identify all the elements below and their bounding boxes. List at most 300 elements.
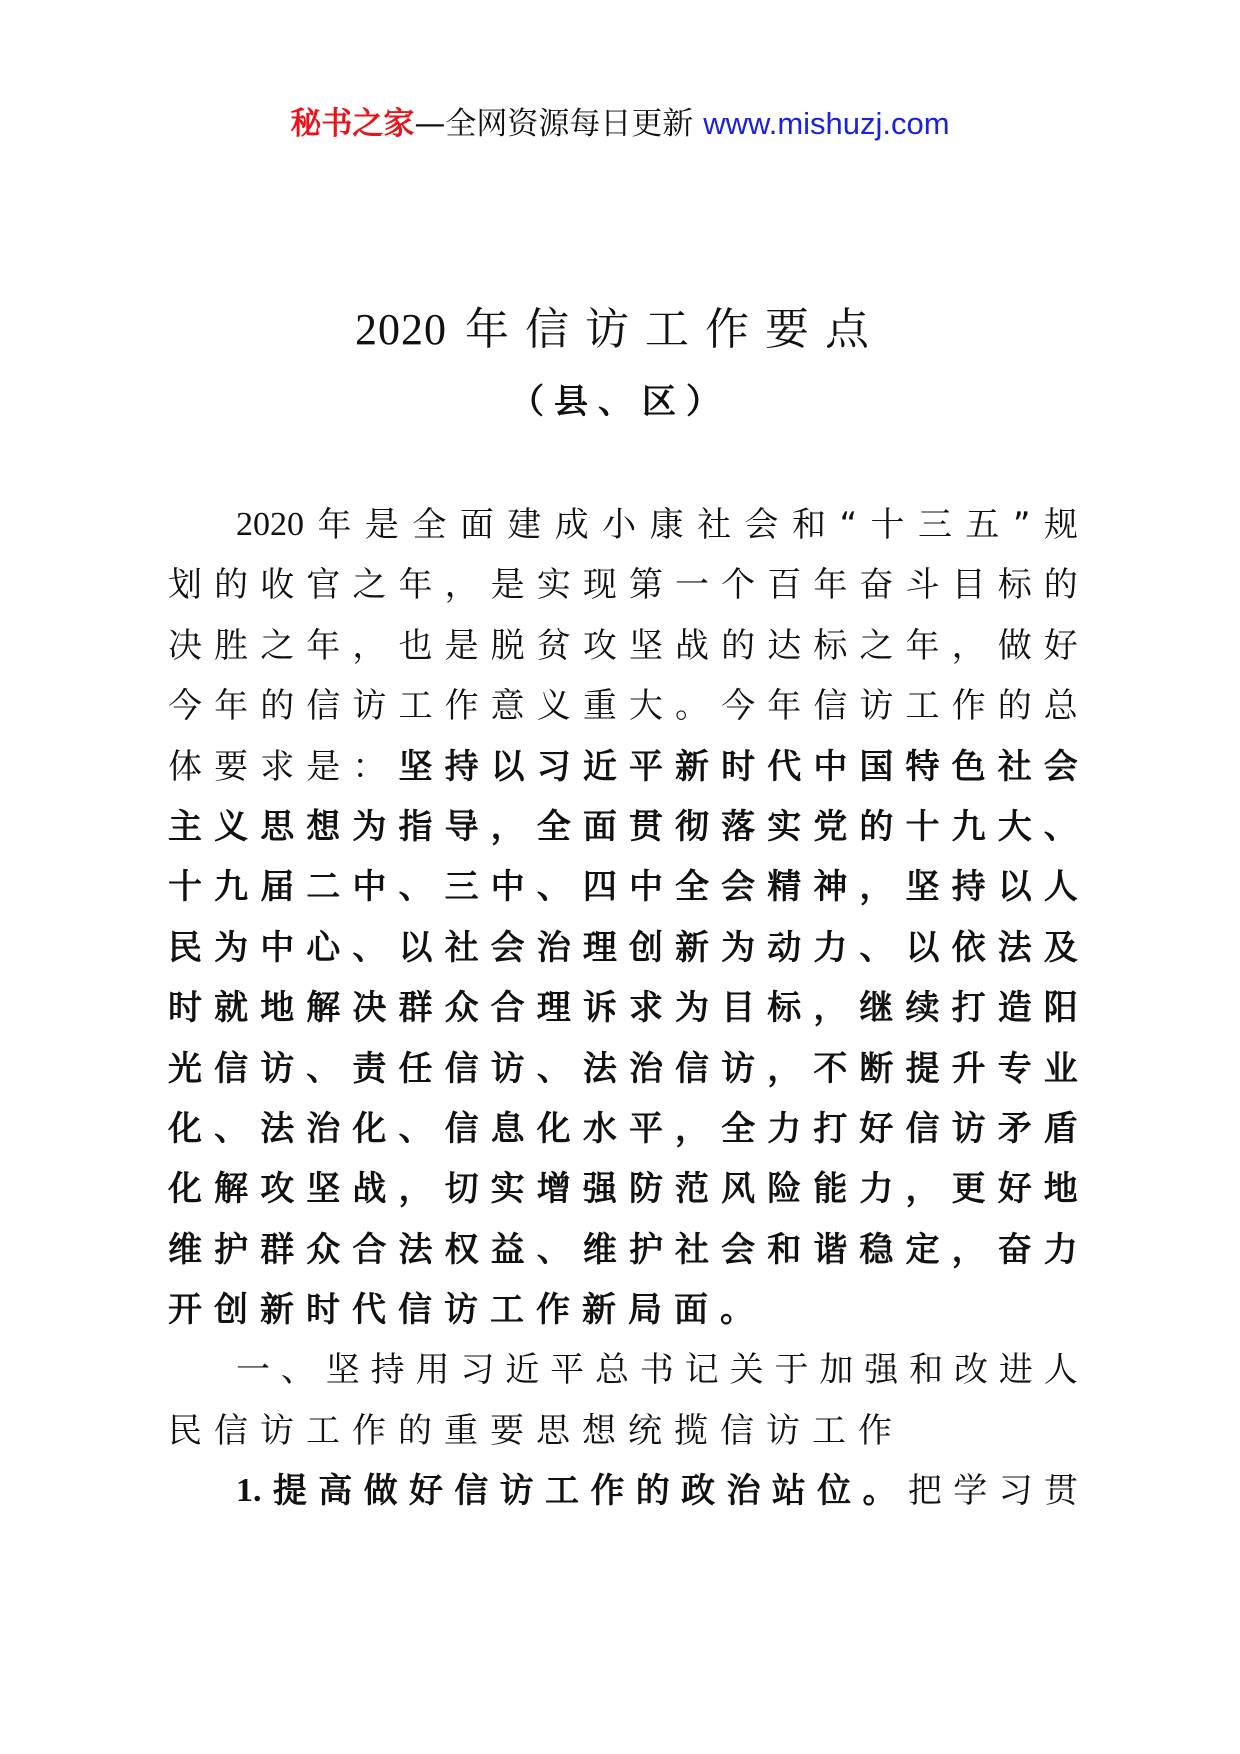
body-text: 访	[490, 1048, 525, 1089]
body-text: 信	[720, 1410, 754, 1451]
body-text: 理	[536, 988, 571, 1029]
body-text: 强	[864, 1350, 899, 1391]
body-line	[168, 616, 1078, 676]
body-text: 时	[721, 746, 756, 787]
body-text: 思	[536, 1410, 570, 1451]
document-title	[0, 300, 1240, 360]
body-text: 信	[454, 1471, 489, 1512]
site-url-link[interactable]: www.mishuzj.com	[703, 106, 950, 141]
body-text: 新	[675, 927, 710, 968]
body-text: 规	[1043, 505, 1078, 545]
body-text: 众	[444, 988, 479, 1029]
body-text: 会	[1043, 746, 1078, 787]
body-text: 开	[168, 1290, 202, 1331]
body-text: 坚	[905, 867, 940, 908]
body-text: 实	[536, 565, 571, 606]
body-text: 中	[490, 867, 525, 908]
body-text: 年	[317, 505, 352, 545]
body-text: 工	[306, 1410, 340, 1451]
body-text: 重	[582, 686, 617, 727]
body-text: 国	[859, 746, 894, 787]
body-text: 脱	[490, 625, 525, 666]
body-text: 作	[590, 1471, 625, 1512]
body-text: 、	[352, 927, 387, 968]
body-text: 九	[951, 806, 986, 847]
body-text: 大	[997, 806, 1032, 847]
body-text: 光	[168, 1048, 202, 1089]
body-text: 平	[550, 1350, 585, 1391]
body-text: 依	[951, 927, 986, 968]
body-text: 攻	[260, 1169, 295, 1210]
body-text: 改	[954, 1350, 988, 1391]
body-text: 康	[649, 505, 684, 545]
body-text: 九	[214, 867, 249, 908]
body-text: 工	[398, 686, 433, 727]
body-text: 矛	[997, 1108, 1032, 1149]
body-text: 近	[505, 1350, 540, 1391]
body-text: 人	[1043, 867, 1078, 908]
body-text: 四	[582, 867, 617, 908]
body-text: 会	[721, 867, 756, 908]
body-text: 险	[767, 1169, 802, 1210]
body-text: 的	[635, 1471, 670, 1512]
body-text: ，	[951, 625, 986, 666]
body-text: 、	[398, 867, 433, 908]
body-text: 工	[905, 686, 940, 727]
body-line	[168, 1099, 1078, 1159]
body-text: 收	[260, 565, 295, 606]
body-text: 十	[870, 505, 905, 545]
body-text: 、	[536, 1229, 571, 1270]
body-text: 为	[214, 927, 249, 968]
body-text: 访	[721, 1048, 756, 1089]
body-text: 总	[595, 1350, 629, 1391]
body-text: 。	[720, 1290, 754, 1331]
body-text: 2020	[236, 506, 304, 543]
body-text: 记	[684, 1350, 719, 1391]
body-text: 作	[352, 1410, 386, 1451]
body-text: 新	[675, 746, 710, 787]
body-text: 维	[168, 1229, 202, 1270]
body-text: 社	[697, 505, 732, 545]
body-text: 、	[859, 927, 894, 968]
body-text: 地	[1043, 1169, 1078, 1210]
body-text: 统	[628, 1410, 662, 1451]
body-text: 第	[628, 565, 663, 606]
body-text: 坚	[628, 625, 663, 666]
body-text: 化	[168, 1108, 202, 1149]
body-text: 斗	[905, 565, 940, 606]
body-text: 人	[1043, 1350, 1078, 1391]
body-text: 目	[951, 565, 986, 606]
body-text: 治	[306, 1108, 341, 1149]
body-text: 标	[813, 625, 848, 666]
body-text: 1.	[236, 1472, 262, 1510]
body-text: 权	[444, 1229, 479, 1270]
body-text: 工	[545, 1471, 580, 1512]
body-text: 、	[1043, 806, 1078, 847]
body-text: 提	[905, 1048, 940, 1089]
body-text: 彻	[675, 806, 710, 847]
body-text: 化	[352, 1108, 387, 1149]
body-text: 会	[490, 927, 525, 968]
body-text: 持	[951, 867, 986, 908]
document-body	[168, 495, 1078, 1522]
body-text: 化	[536, 1108, 571, 1149]
body-line	[168, 1159, 1078, 1219]
body-text: 的	[398, 1410, 432, 1451]
body-text: 加	[819, 1350, 854, 1391]
body-text: 访	[859, 686, 894, 727]
body-text: 十	[905, 806, 940, 847]
body-text: 会	[744, 505, 779, 545]
body-text: 众	[306, 1229, 341, 1270]
body-text: 为	[721, 927, 756, 968]
body-text: 作	[536, 1290, 570, 1331]
body-text: 想	[306, 806, 341, 847]
body-text: 造	[997, 988, 1032, 1029]
body-text: 持	[444, 746, 479, 787]
body-text: 五	[965, 505, 1000, 545]
body-text: 一	[236, 1350, 270, 1391]
body-text: 三	[444, 867, 479, 908]
body-text: 访	[260, 1410, 294, 1451]
body-text: 信	[398, 1290, 432, 1331]
body-text: 打	[813, 1108, 848, 1149]
body-text: 工	[490, 1290, 524, 1331]
body-line	[168, 495, 1078, 555]
body-line	[168, 918, 1078, 978]
body-text: 定	[905, 1229, 940, 1270]
body-text: 作	[951, 686, 986, 727]
body-text: ，	[398, 1169, 433, 1210]
brand-name: 秘书之家	[290, 106, 415, 142]
body-text: 局	[628, 1290, 662, 1331]
body-text: 习	[536, 746, 571, 787]
body-text: 攻	[582, 625, 617, 666]
body-line	[168, 978, 1078, 1038]
body-text: 合	[490, 988, 525, 1029]
body-text: 之	[352, 565, 387, 606]
body-text: 揽	[674, 1410, 708, 1451]
body-text: 平	[628, 746, 663, 787]
body-line	[168, 857, 1078, 917]
body-text: 义	[214, 806, 249, 847]
body-text: 法	[398, 1229, 433, 1270]
body-text: 做	[997, 625, 1032, 666]
body-text: 年	[214, 686, 249, 727]
body-line	[168, 1340, 1078, 1400]
body-text: “	[839, 505, 858, 545]
body-text: 时	[306, 1290, 340, 1331]
body-text: 实	[767, 806, 802, 847]
body-text: 政	[681, 1471, 716, 1512]
body-text: 平	[628, 1108, 663, 1149]
body-text: 标	[997, 565, 1032, 606]
body-text: 的	[859, 806, 894, 847]
body-text: 和	[767, 1229, 802, 1270]
body-text: 贫	[536, 625, 571, 666]
body-text: 中	[813, 746, 848, 787]
body-text: 学	[953, 1471, 988, 1512]
body-text: 理	[582, 927, 617, 968]
body-text: 社	[444, 927, 479, 968]
body-text: 年	[905, 625, 940, 666]
body-text: ，	[675, 1108, 710, 1149]
body-text: 增	[536, 1169, 571, 1210]
body-text: 小	[602, 505, 637, 545]
body-text: 的	[214, 565, 249, 606]
body-text: 。	[675, 686, 710, 727]
body-text: 创	[628, 927, 663, 968]
body-line	[168, 1280, 1078, 1340]
body-text: ，	[767, 1048, 802, 1089]
body-text: 能	[813, 1169, 848, 1210]
body-text: 为	[675, 988, 710, 1029]
body-text: 访	[766, 1410, 800, 1451]
body-text: 战	[352, 1169, 387, 1210]
body-text: 书	[639, 1350, 674, 1391]
body-text: 求	[260, 746, 295, 787]
body-text: 新	[260, 1290, 294, 1331]
body-text: 力	[859, 1169, 894, 1210]
body-text: 信	[905, 1108, 940, 1149]
body-text: 访	[260, 1048, 295, 1089]
body-text: 力	[767, 1108, 802, 1149]
body-text: 维	[582, 1229, 617, 1270]
body-text: 以	[997, 867, 1032, 908]
body-line	[168, 1220, 1078, 1280]
body-text: 全	[412, 505, 447, 545]
body-text: 色	[951, 746, 986, 787]
body-text: 奋	[997, 1229, 1032, 1270]
body-text: 高	[318, 1471, 353, 1512]
body-text: 继	[859, 988, 894, 1029]
body-text: 阳	[1043, 988, 1078, 1029]
body-text: 意	[490, 686, 525, 727]
body-text: 年	[306, 625, 341, 666]
body-text: 进	[998, 1350, 1033, 1391]
body-text: 访	[951, 1108, 986, 1149]
body-text: 业	[1043, 1048, 1078, 1089]
body-text: 及	[1043, 927, 1078, 968]
body-line	[168, 737, 1078, 797]
body-text: 和	[791, 505, 826, 545]
body-text: 的	[721, 625, 756, 666]
body-text: 民	[168, 1410, 202, 1451]
body-text: 要	[214, 746, 249, 787]
body-text: 中	[628, 867, 663, 908]
body-text: 、	[306, 1048, 341, 1089]
body-text: 打	[951, 988, 986, 1029]
body-text: 是	[306, 746, 341, 787]
body-text: 就	[214, 988, 249, 1029]
body-text: 护	[214, 1229, 249, 1270]
body-text: 会	[721, 1229, 756, 1270]
body-text: 位	[817, 1471, 852, 1512]
body-text: 。	[862, 1471, 897, 1512]
body-text: 面	[582, 806, 617, 847]
body-line	[168, 1039, 1078, 1099]
body-text: 访	[499, 1471, 534, 1512]
body-text: 坚	[325, 1350, 360, 1391]
body-text: 、	[398, 1108, 433, 1149]
body-text: 、	[536, 867, 571, 908]
body-text: 切	[444, 1169, 479, 1210]
body-text: 贯	[1043, 1471, 1078, 1512]
body-text: 落	[721, 806, 756, 847]
body-text: 于	[774, 1350, 809, 1391]
body-text: 重	[444, 1410, 478, 1451]
title-text: 年信访工作要点	[465, 304, 885, 355]
body-text: 新	[582, 1290, 616, 1331]
body-text: 义	[536, 686, 571, 727]
body-text: 化	[168, 1169, 202, 1210]
body-text: 不	[813, 1048, 848, 1089]
body-text: 精	[767, 867, 802, 908]
body-text: 法	[260, 1108, 295, 1149]
document-subtitle: （县、区）	[510, 382, 730, 422]
body-text: 作	[444, 686, 479, 727]
body-text: 是	[364, 505, 399, 545]
body-text: 成	[554, 505, 589, 545]
body-text: 信	[214, 1048, 249, 1089]
body-text: 求	[628, 988, 663, 1029]
body-text: 访	[352, 686, 387, 727]
body-text: 党	[813, 806, 848, 847]
body-text: 信	[214, 1410, 248, 1451]
body-text: 决	[352, 988, 387, 1029]
body-text: 、	[536, 1048, 571, 1089]
body-text: 决	[168, 625, 202, 666]
body-text: 持	[370, 1350, 405, 1391]
body-text: 实	[490, 1169, 525, 1210]
body-text: 达	[767, 625, 802, 666]
body-text: 百	[767, 565, 802, 606]
body-text: 护	[628, 1229, 663, 1270]
body-text: ：	[352, 746, 387, 787]
body-text: 面	[459, 505, 494, 545]
body-text: 的	[260, 686, 295, 727]
body-text: 和	[909, 1350, 944, 1391]
body-text: 要	[490, 1410, 524, 1451]
body-text: 代	[352, 1290, 386, 1331]
body-text: 法	[582, 1048, 617, 1089]
body-text: 盾	[1043, 1108, 1078, 1149]
body-text: 断	[859, 1048, 894, 1089]
body-text: 年	[767, 686, 802, 727]
title-year: 2020	[355, 305, 447, 354]
body-text: 建	[507, 505, 542, 545]
body-text: 息	[490, 1108, 525, 1149]
body-text: 续	[905, 988, 940, 1029]
body-text: 中	[260, 927, 295, 968]
body-line	[168, 797, 1078, 857]
body-text: 全	[721, 1108, 756, 1149]
body-text: 好	[997, 1169, 1032, 1210]
body-text: 特	[905, 746, 940, 787]
body-text: 以	[398, 927, 433, 968]
body-text: 坚	[306, 1169, 341, 1210]
body-text: ，	[352, 625, 387, 666]
site-slogan: —全网资源每日更新	[414, 106, 694, 142]
body-text: 二	[306, 867, 341, 908]
body-text: 治	[726, 1471, 761, 1512]
body-text: 奋	[859, 565, 894, 606]
body-text: ，	[905, 1169, 940, 1210]
body-text: 工	[812, 1410, 846, 1451]
body-text: 是	[444, 625, 479, 666]
body-text: ，	[490, 806, 525, 847]
body-text: 习	[460, 1350, 495, 1391]
body-text: 好	[408, 1471, 443, 1512]
body-text: ”	[1012, 505, 1031, 545]
body-text: 习	[998, 1471, 1033, 1512]
body-text: 胜	[214, 625, 249, 666]
body-text: 谐	[813, 1229, 848, 1270]
body-text: 诉	[582, 988, 617, 1029]
body-text: 之	[260, 625, 295, 666]
body-text: 近	[582, 746, 617, 787]
body-text: 责	[352, 1048, 387, 1089]
body-line	[168, 1401, 1078, 1461]
body-text: 力	[813, 927, 848, 968]
body-text: 划	[168, 565, 202, 606]
body-text: 面	[674, 1290, 708, 1331]
body-text: 官	[306, 565, 341, 606]
body-text: 大	[628, 686, 663, 727]
body-text: 用	[415, 1350, 450, 1391]
body-text: 信	[444, 1108, 479, 1149]
body-text: 神	[813, 867, 848, 908]
body-text: 总	[1043, 686, 1078, 727]
body-text: 群	[398, 988, 433, 1029]
body-text: 体	[168, 746, 202, 787]
body-text: 更	[951, 1169, 986, 1210]
body-text: 代	[767, 746, 802, 787]
body-text: 关	[729, 1350, 764, 1391]
body-text: 今	[721, 686, 756, 727]
body-text: 年	[398, 565, 433, 606]
body-text: 水	[582, 1108, 617, 1149]
body-line	[168, 676, 1078, 736]
body-text: 升	[951, 1048, 986, 1089]
body-text: 标	[767, 988, 802, 1029]
body-text: 专	[997, 1048, 1032, 1089]
body-text: 个	[721, 565, 756, 606]
body-text: 信	[306, 686, 341, 727]
body-text: ，	[859, 867, 894, 908]
body-text: 十	[168, 867, 202, 908]
body-text: 时	[168, 988, 202, 1029]
body-text: 风	[721, 1169, 756, 1210]
body-text: 地	[260, 988, 295, 1029]
body-text: 之	[859, 625, 894, 666]
body-text: 想	[582, 1410, 616, 1451]
site-header	[0, 104, 1240, 144]
body-text: ，	[444, 565, 479, 606]
body-text: 、	[214, 1108, 249, 1149]
body-text: 治	[536, 927, 571, 968]
body-text: 以	[905, 927, 940, 968]
body-line	[168, 555, 1078, 615]
body-text: 群	[260, 1229, 295, 1270]
body-text: 合	[352, 1229, 387, 1270]
body-text: 主	[168, 806, 202, 847]
body-text: 民	[168, 927, 202, 968]
body-text: ，	[951, 1229, 986, 1270]
body-text: 好	[1043, 625, 1078, 666]
